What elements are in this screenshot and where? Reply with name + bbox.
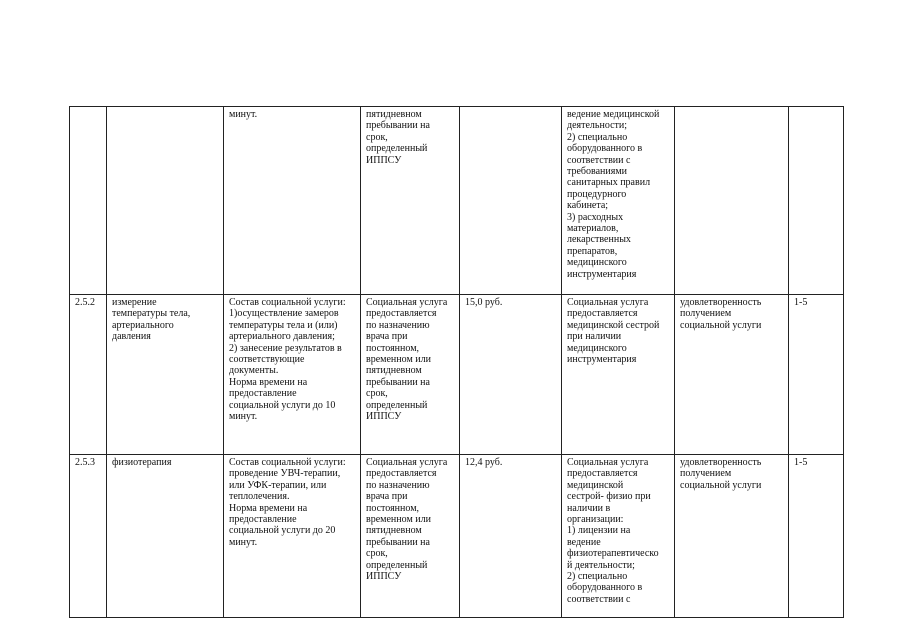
cell-evaluation: удовлетворенность получением социальной услуги [675,455,789,618]
services-table [69,106,844,618]
cell-conditions: Социальная услуга предоставляется по назначению врача при постоянном, временном или пятидневном пребывании на срок, определенный ИППСУ [361,455,460,618]
cell-tariff: 12,4 руб. [460,455,562,618]
cell-requirements: ведение медицинской деятельности; 2) специально оборудованного в соответствии с требованиями санитарных правил процедурного кабинета; 3) расходных материалов, лекарственных препаратов, медицинского инструментария [562,107,675,295]
cell-service-name [107,107,224,295]
cell-term [789,107,844,295]
cell-requirements: Социальная услуга предоставляется медицинской сестрой при наличии медицинского инструментария [562,295,675,455]
cell-service-name: измерение температуры тела, артериального давления [107,295,224,455]
cell-number: 2.5.2 [70,295,107,455]
cell-conditions: пятидневном пребывании на срок, определенный ИППСУ [361,107,460,295]
table-row [70,455,844,618]
cell-number [70,107,107,295]
cell-conditions: Социальная услуга предоставляется по назначению врача при постоянном, временном или пятидневном пребывании на срок, определенный ИППСУ [361,295,460,455]
cell-service-content: Состав социальной услуги: проведение УВЧ-терапии, или УФК-терапии, или теплолечения. Норма времени на предоставление социальной услуги до 20 минут. [224,455,361,618]
cell-number: 2.5.3 [70,455,107,618]
cell-tariff: 15,0 руб. [460,295,562,455]
cell-tariff [460,107,562,295]
cell-service-content: Состав социальной услуги: 1)осуществление замеров температуры тела и (или) артериального давления; 2) занесение результатов в соответствующие документы. Норма времени на предоставление социальной услуги до 10 минут. [224,295,361,455]
table-row [70,107,844,295]
cell-service-name: физиотерапия [107,455,224,618]
cell-term: 1-5 [789,455,844,618]
cell-service-content: минут. [224,107,361,295]
table-row [70,295,844,455]
cell-evaluation: удовлетворенность получением социальной услуги [675,295,789,455]
cell-evaluation [675,107,789,295]
cell-term: 1-5 [789,295,844,455]
cell-requirements: Социальная услуга предоставляется медицинской сестрой- физио при наличии в организации: 1) лицензии на ведение физиотерапевтическо й деятельности; 2) специально оборудованного в соответствии с [562,455,675,618]
